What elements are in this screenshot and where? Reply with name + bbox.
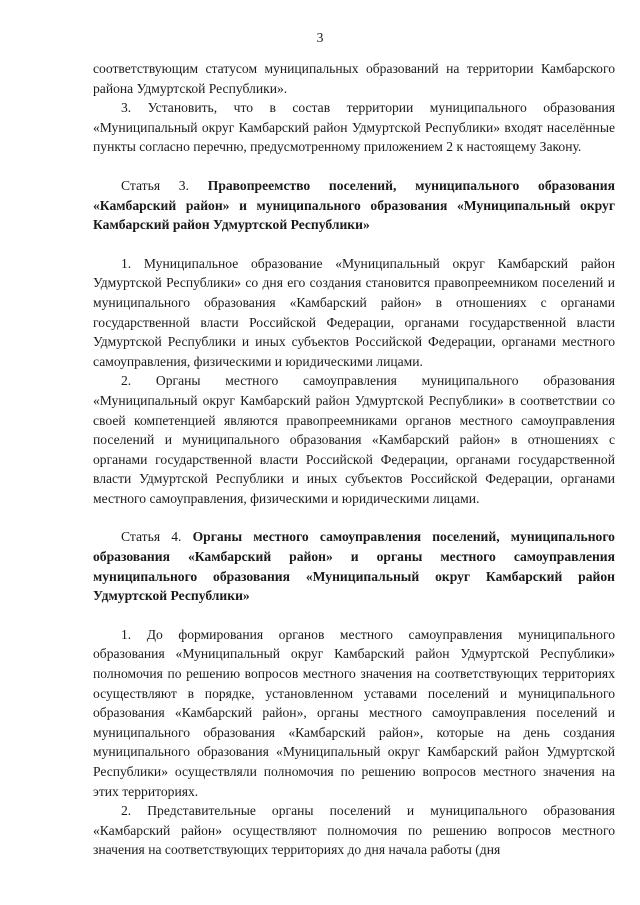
paragraph-item-3: 3. Установить, что в состав территории муниципального образования «Муниципальный округ Камбарский район Удмуртской Республики» входят населённые пункты согласно перечню, предусмотренному приложением 2 к настоящему Закону. bbox=[93, 100, 615, 155]
article-4-number: Статья 4. bbox=[121, 529, 182, 545]
article-4-paragraph-2: 2. Представительные органы поселений и муниципального образования «Камбарский район» осуществляют полномочия по решению вопросов местного значения на соответствующих территориях до дня начала работы (дня bbox=[93, 803, 615, 858]
article-4-heading bbox=[93, 527, 615, 605]
article-3-paragraph-2: 2. Органы местного самоуправления муниципального образования «Муниципальный округ Камбарский район Удмуртской Республики» в соответствии со своей компетенцией являются правопреемниками органов местного самоуправления поселений и муниципального образования «Камбарский район» в отношениях с органами государственной власти Российской Федерации, органами государственной власти Удмуртской Республики и иных субъектов Российской Федерации, органами местного самоуправления, физическими и юридическими лицами. bbox=[93, 373, 615, 506]
article-3-paragraph-1: 1. Муниципальное образование «Муниципальный округ Камбарский район Удмуртской Республики» со дня его создания становится правопреемником поселений и муниципального образования «Камбарский район» в отношениях с органами государственной власти Российской Федерации, органами государственной власти Удмуртской Республики и иных субъектов Российской Федерации, органами местного самоуправления, физическими и юридическими лицами. bbox=[93, 255, 615, 369]
article-3-number: Статья 3. bbox=[121, 177, 189, 193]
article-3-heading bbox=[93, 176, 615, 235]
article-3-title: Правопреемство поселений, муниципального образования «Камбарский район» и муниципального образования «Муниципальный округ Камбарский район Удмуртской Республики» bbox=[93, 177, 615, 233]
article-4-paragraph-1: 1. До формирования органов местного самоуправления муниципального образования «Муниципальный округ Камбарский район Удмуртской Республики» полномочия по решению вопросов местного значения на соответствующих территориях осуществляют в порядке, установленном уставами поселений и муниципального образования «Камбарский район», органы местного самоуправления поселений и муниципального образования «Камбарский район», которые на день создания муниципального образования «Муниципальный округ Камбарский район Удмуртской Республики» осуществляли полномочия по решению вопросов местного значения на этих территориях. bbox=[93, 626, 615, 799]
article-4-title: Органы местного самоуправления поселений, муниципального образования «Камбарский район» и органы местного самоуправления муниципального образования «Муниципальный округ Камбарский район Удмуртской Республики» bbox=[93, 529, 615, 604]
paragraph-continuation: соответствующим статусом муниципальных образований на территории Камбарского района Удмуртской Республики». bbox=[93, 61, 615, 96]
document-body bbox=[93, 59, 615, 860]
page-number: 3 bbox=[316, 30, 324, 45]
